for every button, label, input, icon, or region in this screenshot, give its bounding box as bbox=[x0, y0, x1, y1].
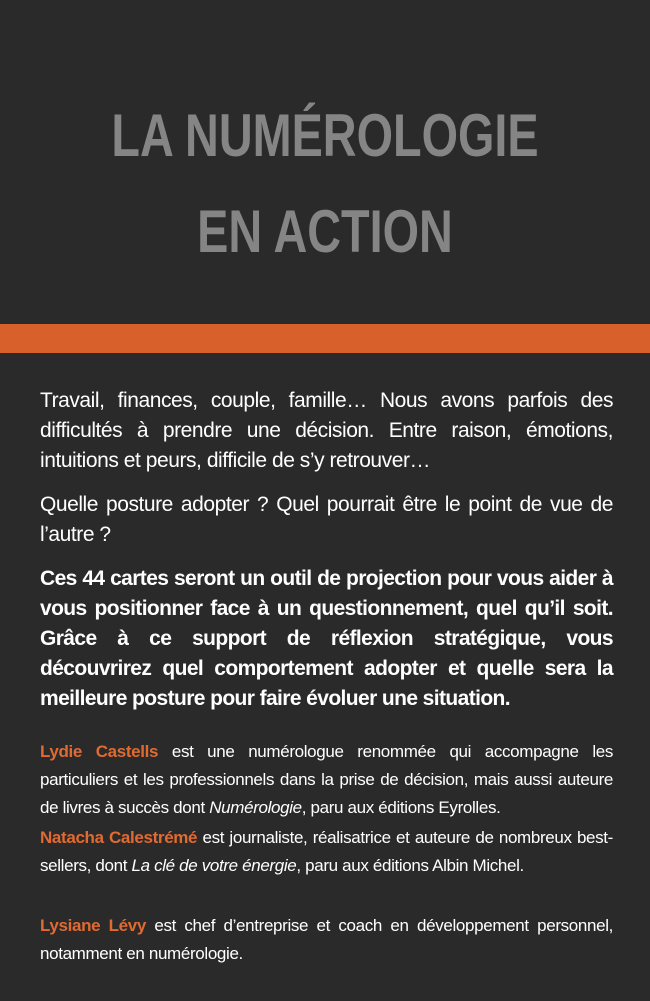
author-bio-2 bbox=[40, 824, 613, 880]
author-name: Lysiane Lévy bbox=[40, 916, 146, 935]
author-bio-text: , paru aux éditions Eyrolles. bbox=[301, 798, 501, 817]
author-bio-3 bbox=[40, 912, 613, 968]
author-book-title: Numérologie bbox=[209, 798, 302, 817]
author-bio-text: est journaliste, réalisatrice et auteure de nombreux best-sellers, dont bbox=[40, 828, 613, 875]
author-name: Lydie Castells bbox=[40, 742, 159, 761]
orange-divider-band bbox=[0, 324, 650, 353]
title-line-1: LA NUMÉROLOGIE bbox=[111, 102, 539, 169]
author-name: Natacha Calestrémé bbox=[40, 828, 198, 847]
author-bio-text: est une numérologue renommée qui accompagne les particuliers et les professionnels dans la prise de décision, mais aussi auteure de livres à succès dont bbox=[40, 742, 614, 817]
blurb-paragraph-2: Quelle posture adopter ? Quel pourrait être le point de vue de l’autre ? bbox=[40, 493, 613, 546]
book-title bbox=[72, 88, 579, 280]
title-line-2: EN ACTION bbox=[197, 198, 453, 265]
author-book-title: La clé de votre énergie bbox=[131, 856, 297, 875]
blurb-paragraph-3: Ces 44 cartes seront un outil de projection pour vous aider à vous positionner face à un questionnement, quel qu’il soit. Grâce à ce support de réflexion stratégique, vous découvrirez quel comportement adopter et quelle sera la meilleure posture pour faire évoluer une situation. bbox=[40, 567, 613, 710]
author-bio-text: est chef d’entreprise et coach en développement personnel, notamment en numérologie. bbox=[40, 916, 614, 963]
author-bio-1 bbox=[40, 738, 613, 822]
author-bio-text: , paru aux éditions Albin Michel. bbox=[296, 856, 524, 875]
blurb-paragraph-1: Travail, finances, couple, famille… Nous avons parfois des difficultés à prendre une décision. Entre raison, émotions, intuitions et peurs, difficile de s’y retrouver… bbox=[40, 389, 613, 472]
